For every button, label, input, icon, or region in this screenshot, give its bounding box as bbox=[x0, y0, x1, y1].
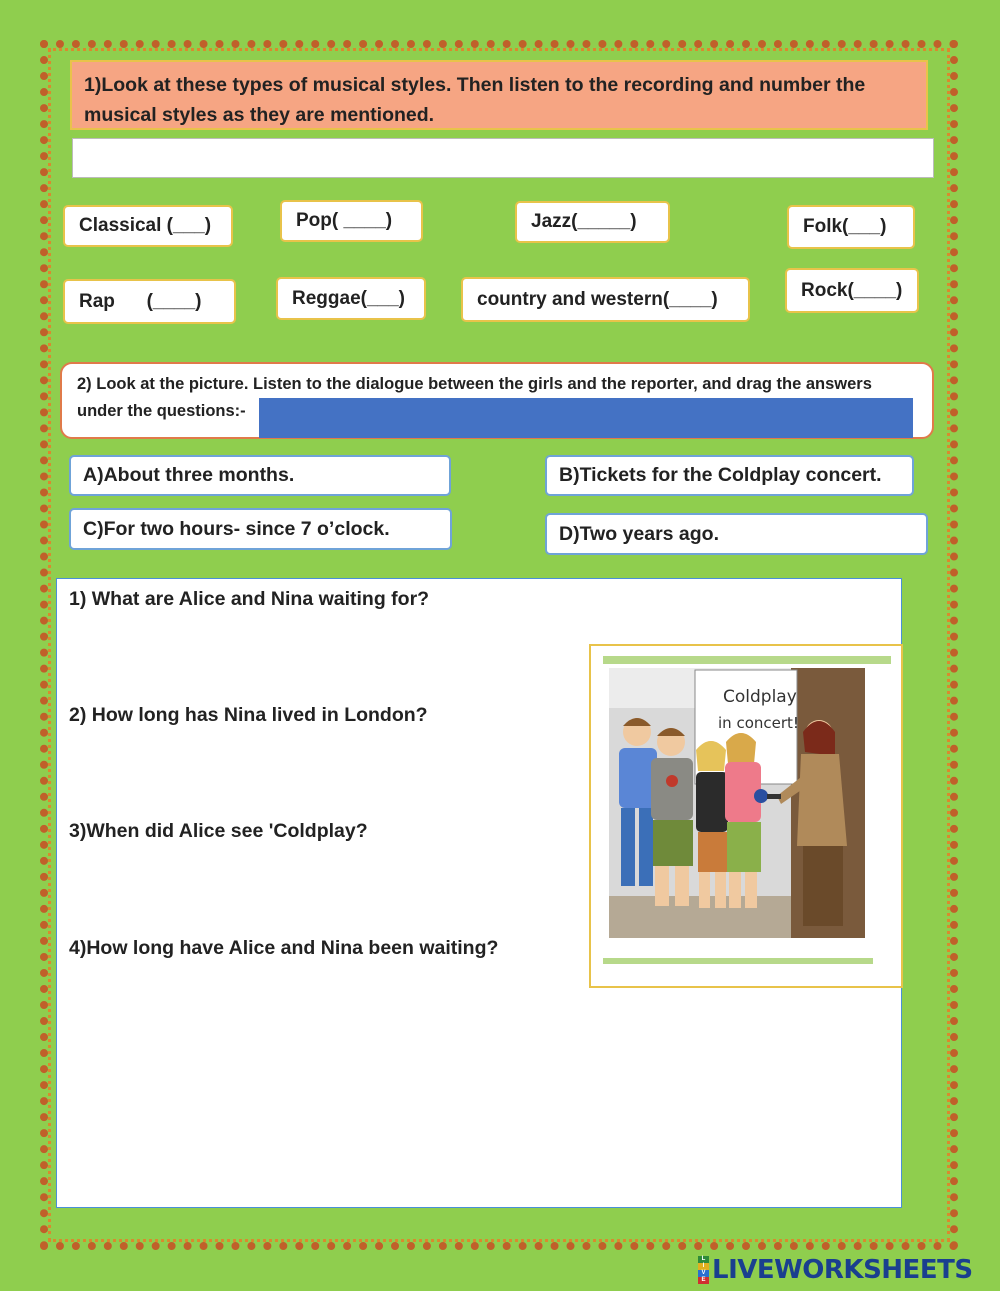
style-rap[interactable]: Rap (____) bbox=[63, 279, 236, 324]
exercise2-instruction-line1: 2) Look at the picture. Listen to the dialogue between the girls and the reporter, and drag the answers bbox=[77, 375, 872, 393]
exercise2-drop-zone[interactable] bbox=[259, 398, 913, 438]
sign-line-1: Coldplay bbox=[723, 687, 797, 707]
answer-c[interactable]: C)For two hours- since 7 o’clock. bbox=[69, 508, 452, 550]
logo-text: LIVEWORKSHEETS bbox=[712, 1255, 973, 1285]
style-classical[interactable]: Classical (___) bbox=[63, 205, 233, 247]
concert-illustration bbox=[591, 646, 901, 986]
answer-b[interactable]: B)Tickets for the Coldplay concert. bbox=[545, 455, 914, 496]
logo-blocks-icon: L I V E bbox=[698, 1256, 709, 1284]
style-folk[interactable]: Folk(___) bbox=[787, 205, 915, 249]
exercise2-instruction-line2: under the questions:- bbox=[77, 402, 246, 420]
exercise1-answer-field[interactable] bbox=[72, 138, 934, 178]
style-rock[interactable]: Rock(____) bbox=[785, 268, 919, 313]
style-pop[interactable]: Pop( ____) bbox=[280, 200, 423, 242]
answer-a[interactable]: A)About three months. bbox=[69, 455, 451, 496]
concert-picture-frame bbox=[589, 644, 903, 988]
liveworksheets-logo bbox=[698, 1255, 973, 1285]
question-1: 1) What are Alice and Nina waiting for? bbox=[69, 588, 430, 610]
style-country-and-western[interactable]: country and western(____) bbox=[461, 277, 750, 322]
answer-d[interactable]: D)Two years ago. bbox=[545, 513, 928, 555]
sign-line-2: in concert! bbox=[718, 714, 799, 732]
question-3: 3)When did Alice see 'Coldplay? bbox=[69, 820, 368, 842]
question-2: 2) How long has Nina lived in London? bbox=[69, 704, 428, 726]
exercise1-instruction: 1)Look at these types of musical styles. Then listen to the recording and number the musical styles as they are mentioned. bbox=[70, 60, 928, 130]
style-reggae[interactable]: Reggae(___) bbox=[276, 277, 426, 320]
question-4: 4)How long have Alice and Nina been waiting? bbox=[69, 937, 499, 959]
style-jazz[interactable]: Jazz(_____) bbox=[515, 201, 670, 243]
